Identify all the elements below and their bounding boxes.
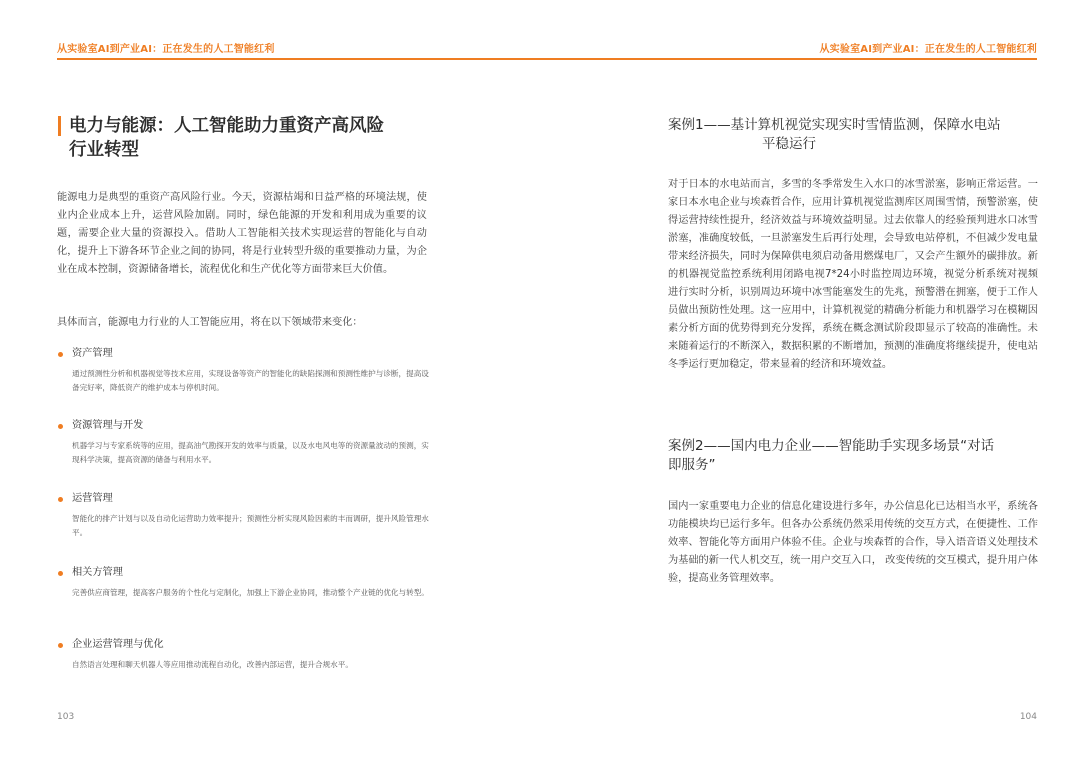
page-number-left: 103 (57, 712, 75, 722)
intro-paragraph: 能源电力是典型的重资产高风险行业。今天，资源枯竭和日益严格的环境法规，使业内企业成本上升，运营风险加剧。同时，绿色能源的开发和利用成为重要的议题，需要企业大量的资源投入。借助人工智能相关技术实现运营的智能化与自动化，提升上下游各环节企业之间的协同，将是行业转型升级的重要推动力量，为企业在成本控制，资源储备增长，流程优化和生产优化等方面带来巨大价值。 (57, 192, 427, 275)
case1-title-line-2: 平稳运行 (762, 136, 816, 152)
right-page (540, 0, 1080, 764)
bullet-heading: 资产管理 (72, 348, 113, 359)
bullet-heading: 资源管理与开发 (72, 420, 144, 431)
bullet-heading: 相关方管理 (72, 567, 123, 578)
section-title-line-2: 行业转型 (69, 140, 139, 160)
bullet-description: 完善供应商管理，提高客户服务的个性化与定制化，加强上下游企业协同，推动整个产业链的优化与转型。 (72, 588, 429, 597)
bullet-dot (58, 352, 63, 357)
running-header-right: 从实验室AI到产业AI：正在发生的人工智能红利 (819, 44, 1037, 55)
bullet-dot (58, 571, 63, 576)
lead-paragraph: 具体而言，能源电力行业的人工智能应用，将在以下领域带来变化： (57, 317, 363, 328)
case2-body: 国内一家重要电力企业的信息化建设进行多年，办公信息化已达相当水平，系统各功能模块均已运行多年。但各办公系统仍然采用传统的交互方式，在便捷性、工作效率、智能化等方面用户体验不佳。企业与埃森哲的合作，导入语音语义处理技术为基础的新一代人机交互，统一用户交互入口， 改变传统的交互模式，提升用户体验，提高业务管理效率。 (668, 501, 1038, 584)
bullet-description: 智能化的排产计划与以及自动化运营助力效率提升；预测性分析实现风险因素的丰而调研，提升风险管理水平。 (72, 514, 429, 537)
bullet-dot (58, 643, 63, 648)
header-divider-left (57, 58, 540, 60)
case1-title (668, 116, 1048, 154)
case1-title-line-1: 案例1——基计算机视觉实现实时雪情监测，保障水电站 (668, 117, 1001, 133)
section-title-line-1: 电力与能源：人工智能助力重资产高风险 (69, 116, 384, 136)
case2-title-line-1: 案例2——国内电力企业——智能助手实现多场景“对话 (668, 438, 995, 454)
bullet-dot (58, 497, 63, 502)
case2-title-line-2: 即服务” (668, 457, 716, 473)
header-divider-right (540, 58, 1037, 60)
running-header-left: 从实验室AI到产业AI：正在发生的人工智能红利 (57, 44, 275, 55)
case1-body: 对于日本的水电站而言，多雪的冬季常发生入水口的冰雪淤塞，影响正常运营。一家日本水电企业与埃森哲合作，应用计算机视觉监测库区周围雪情，预警淤塞，使得运营持续性提升，经济效益与环境效益明显。过去依靠人的经验预判进水口冰雪淤塞，准确度较低，一旦淤塞发生后再行处理，会导致电站停机，不但减少发电量带来经济损失，同时为保障供电须启动备用燃煤电厂，又会产生额外的碳排放。新的机器视觉监控系统利用闭路电视7*24小时监控周边环境，视觉分析系统对视频进行实时分析，识别周边环境中冰雪能塞发生的先兆，预警潜在拥塞，便于工作人员做出预防性处理。这一应用中，计算机视觉的精确分析能力和机器学习在模糊因素分析方面的优势得到充分发挥，系统在概念测试阶段即显示了较高的准确性。未来随着运行的不断深入，数据积累的不断增加，预测的准确度将继续提升，使电站冬季运行更加稳定，带来显着的经济和环境效益。 (668, 179, 1038, 370)
bullet-description: 通过预测性分析和机器视觉等技术应用，实现设备等资产的智能化的缺陷探测和预测性维护与诊断，提高设备完好率，降低资产的维护成本与停机时间。 (72, 369, 429, 392)
bullet-heading: 运营管理 (72, 493, 113, 504)
bullet-description: 机器学习与专家系统等的应用，提高油气勘探开发的效率与质量，以及水电风电等的资源量波动的预测，实现科学决策，提高资源的储备与利用水平。 (72, 441, 429, 464)
bullet-dot (58, 424, 63, 429)
page-number-right: 104 (1019, 712, 1037, 722)
case2-title (668, 437, 1048, 475)
bullet-description: 自然语言处理和聊天机器人等应用推动流程自动化，改善内部运营，提升合规水平。 (72, 660, 353, 669)
bullet-heading: 企业运营管理与优化 (72, 639, 164, 650)
section-title (57, 114, 437, 162)
